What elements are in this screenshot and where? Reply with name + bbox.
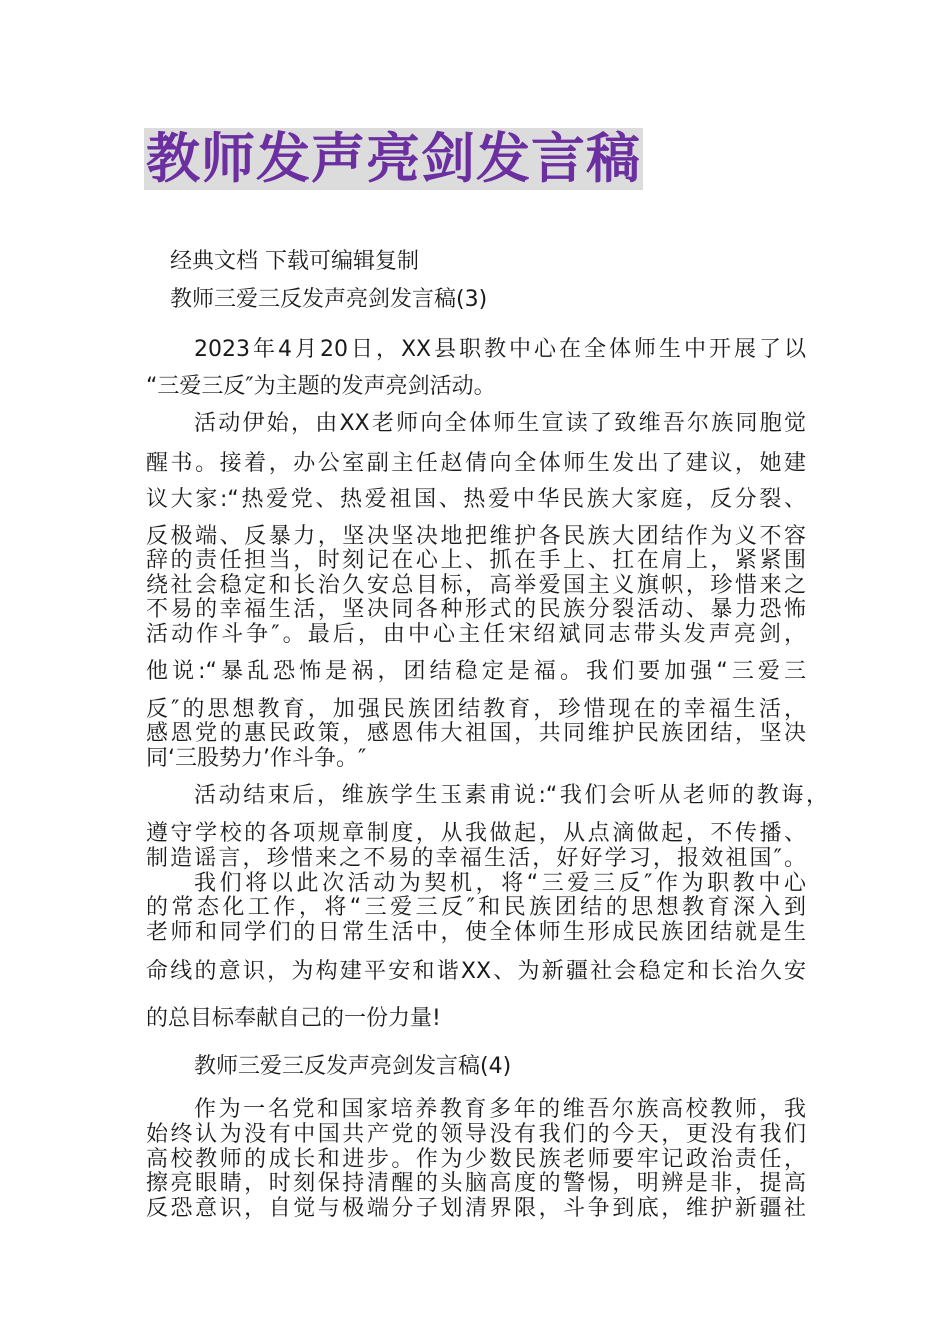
paragraph-line: 遵守学校的各项规章制度，从我做起，从点滴做起，不传播、 [146, 821, 806, 846]
paragraph-line: 议大家:“热爱党、热爱祖国、热爱中华民族大家庭，反分裂、 [146, 487, 806, 512]
paragraph-line: 绕社会稳定和长治久安总目标，高举爱国主义旗帜，珍惜来之 [146, 573, 806, 598]
paragraph-line: 制造谣言，珍惜来之不易的幸福生活，好好学习，报效祖国″。 [146, 846, 806, 871]
paragraph-line: 醒书。接着，办公室副主任赵倩向全体师生发出了建议，她建 [146, 451, 806, 476]
paragraph-line: 同‘三股势力’作斗争。″ [146, 746, 367, 771]
paragraph-line: 作为一名党和国家培养教育多年的维吾尔族高校教师，我 [194, 1097, 806, 1122]
paragraph-line: 始终认为没有中国共产党的领导没有我们的今天，更没有我们 [146, 1122, 806, 1147]
paragraph-line: 2023年4月20日，XX县职教中心在全体师生中开展了以 [194, 337, 806, 362]
paragraph-line: 我们将以此次活动为契机，将“三爱三反″作为职教中心 [194, 871, 806, 896]
paragraph-line: 擦亮眼睛，时刻保持清醒的头脑高度的警惕，明辨是非，提高 [146, 1171, 806, 1196]
paragraph-line: 的总目标奉献自己的一份力量! [146, 1006, 441, 1031]
paragraph-line: 反极端、反暴力，坚决坚决地把维护各民族大团结作为义不容 [146, 524, 806, 549]
paragraph-line: 感恩党的惠民政策，感恩伟大祖国，共同维护民族团结，坚决 [146, 721, 806, 746]
paragraph-line: “三爱三反″为主题的发声亮剑活动。 [146, 374, 496, 399]
paragraph-line: 活动结束后，维族学生玉素甫说:“我们会听从老师的教诲， [194, 783, 828, 808]
intro-note: 经典文档 下载可编辑复制 [170, 249, 419, 274]
paragraph-line: 他说:“暴乱恐怖是祸，团结稳定是福。我们要加强“三爱三 [146, 659, 806, 684]
section-heading: 教师三爱三反发声亮剑发言稿(3) [170, 287, 488, 312]
paragraph-line: 不易的幸福生活，坚决同各种形式的民族分裂活动、暴力恐怖 [146, 597, 806, 622]
paragraph-line: 反恐意识，自觉与极端分子划清界限，斗争到底，维护新疆社 [146, 1196, 806, 1221]
section-heading: 教师三爱三反发声亮剑发言稿(4) [194, 1054, 512, 1079]
paragraph-line: 老师和同学们的日常生活中，使全体师生形成民族团结就是生 [146, 920, 806, 945]
paragraph-line: 辞的责任担当，时刻记在心上、抓在手上、扛在肩上，紧紧围 [146, 548, 806, 573]
paragraph-line: 活动作斗争″。最后，由中心主任宋绍斌同志带头发声亮剑， [146, 622, 806, 647]
paragraph-line: 的常态化工作，将“三爱三反″和民族团结的思想教育深入到 [146, 895, 806, 920]
paragraph-line: 高校教师的成长和进步。作为少数民族老师要牢记政治责任， [146, 1147, 806, 1172]
document-title: 教师发声亮剑发言稿 [146, 127, 641, 190]
paragraph-line: 活动伊始，由XX老师向全体师生宣读了致维吾尔族同胞觉 [194, 411, 806, 436]
paragraph-line: 命线的意识，为构建平安和谐XX、为新疆社会稳定和长治久安 [146, 959, 806, 984]
paragraph-line: 反″的思想教育，加强民族团结教育，珍惜现在的幸福生活， [146, 697, 806, 722]
